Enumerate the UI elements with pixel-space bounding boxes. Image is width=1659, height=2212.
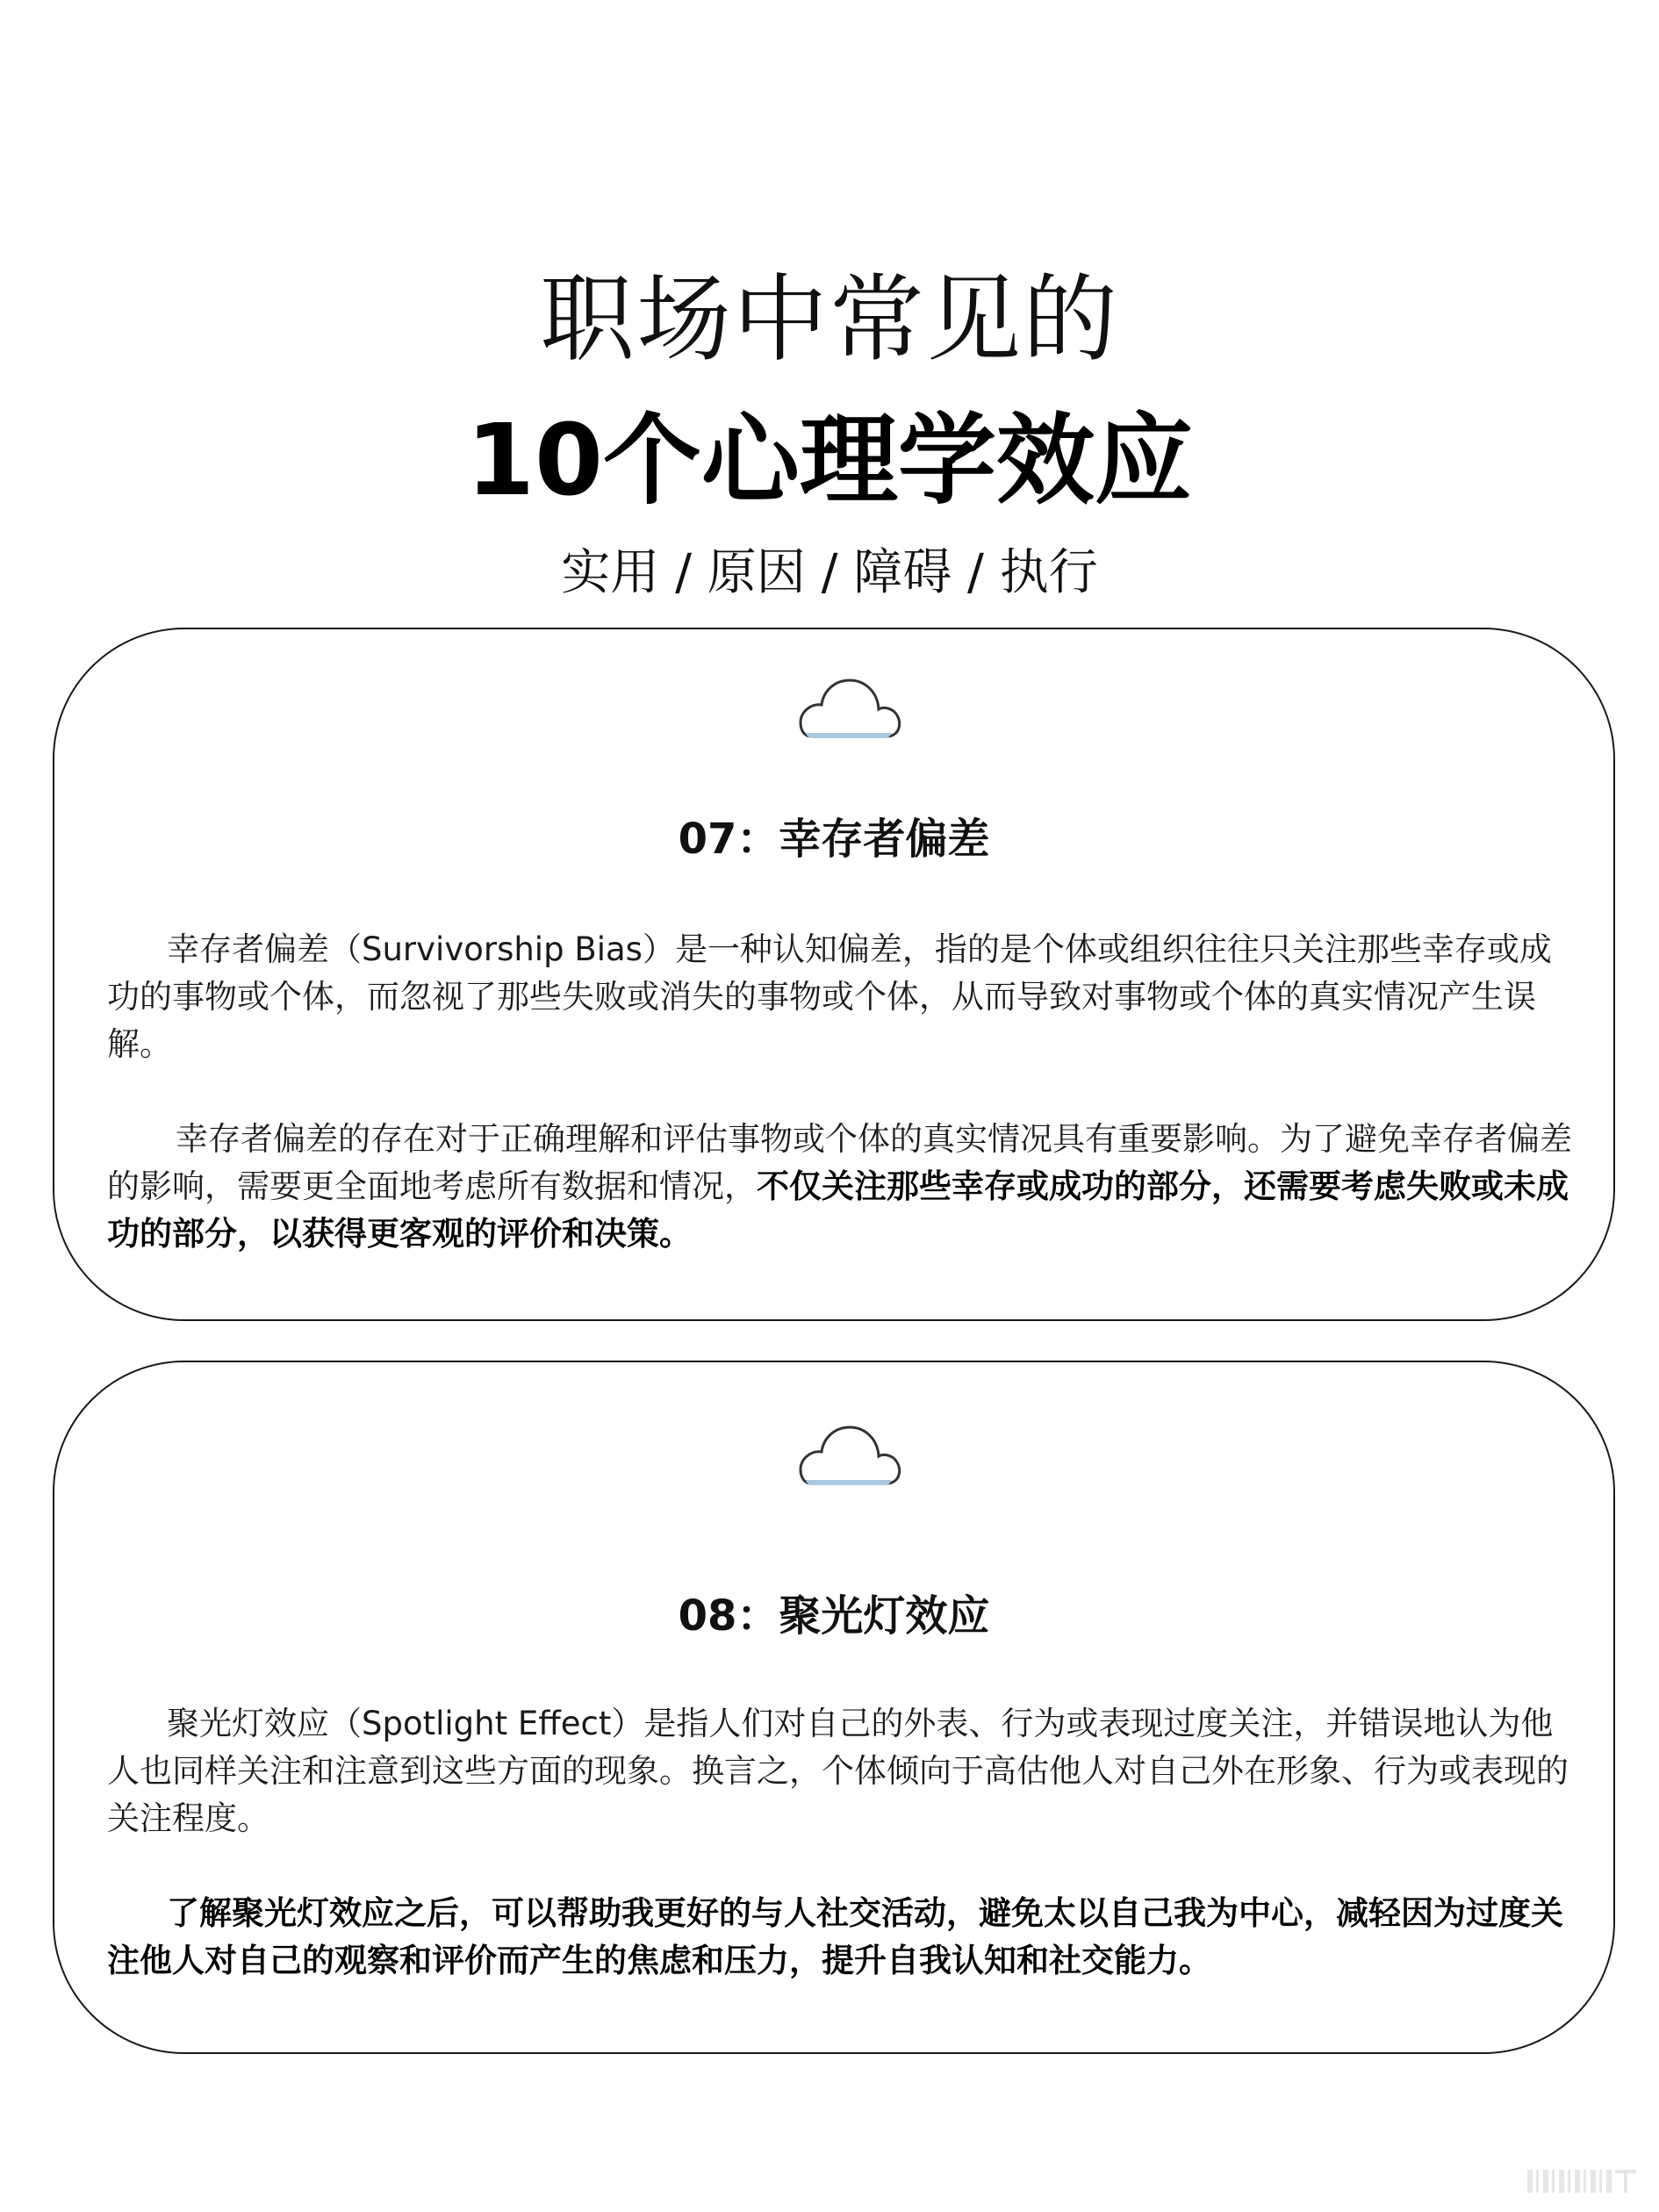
card-paragraph: 聚光灯效应（Spotlight Effect）是指人们对自己的外表、行为或表现过度关注，并错误地认为他人也同样关注和注意到这些方面的现象。换言之，个体倾向于高估他人对自己外在形象、行为或表现的关注程度。 [107, 1705, 1569, 1837]
card-title: 08：聚光灯效应 [678, 1591, 990, 1641]
page-header [0, 263, 1659, 604]
card-title: 07：幸存者偏差 [678, 815, 990, 864]
card-paragraph: 幸存者偏差（Survivorship Bias）是一种认知偏差，指的是个体或组织往往只关注那些幸存或成功的事物或个体，而忽视了那些失败或消失的事物或个体，从而导致对事物或个体的真实情况产生误解。 [107, 930, 1552, 1063]
card-paragraph: 了解聚光灯效应之后，可以帮助我更好的与人社交活动，避免太以自己我为中心，减轻因为过度关注他人对自己的观察和评价而产生的焦虑和压力，提升自我认知和社交能力。 [107, 1894, 1563, 1979]
card-body [107, 926, 1582, 1258]
page-subtitle: 实用 / 原因 / 障碍 / 执行 [561, 544, 1098, 601]
card-body [107, 1700, 1582, 1985]
cloud-icon [792, 1413, 906, 1497]
cloud-icon [792, 666, 906, 750]
effect-card-07 [53, 628, 1615, 1321]
effect-card-08 [53, 1361, 1615, 2054]
page-title-main: 10个心理学效应 [466, 404, 1193, 518]
page-title: 职场中常见的 [539, 265, 1119, 375]
card-paragraph [107, 1116, 1582, 1258]
paragraph-text: 幸存者偏差的存在对于正确理解和评估事物或个体的真实情况具有重要影响。为了避免幸存者偏差的影响，需要更全面地考虑所有数据和情况， [107, 1120, 1572, 1205]
paragraph-emphasis: 不仅关注那些幸存或成功的部分，还需要考虑失败或未成功的部分，以获得更客观的评价和决策。 [107, 1167, 1569, 1253]
watermark-graphic [1527, 2168, 1641, 2194]
